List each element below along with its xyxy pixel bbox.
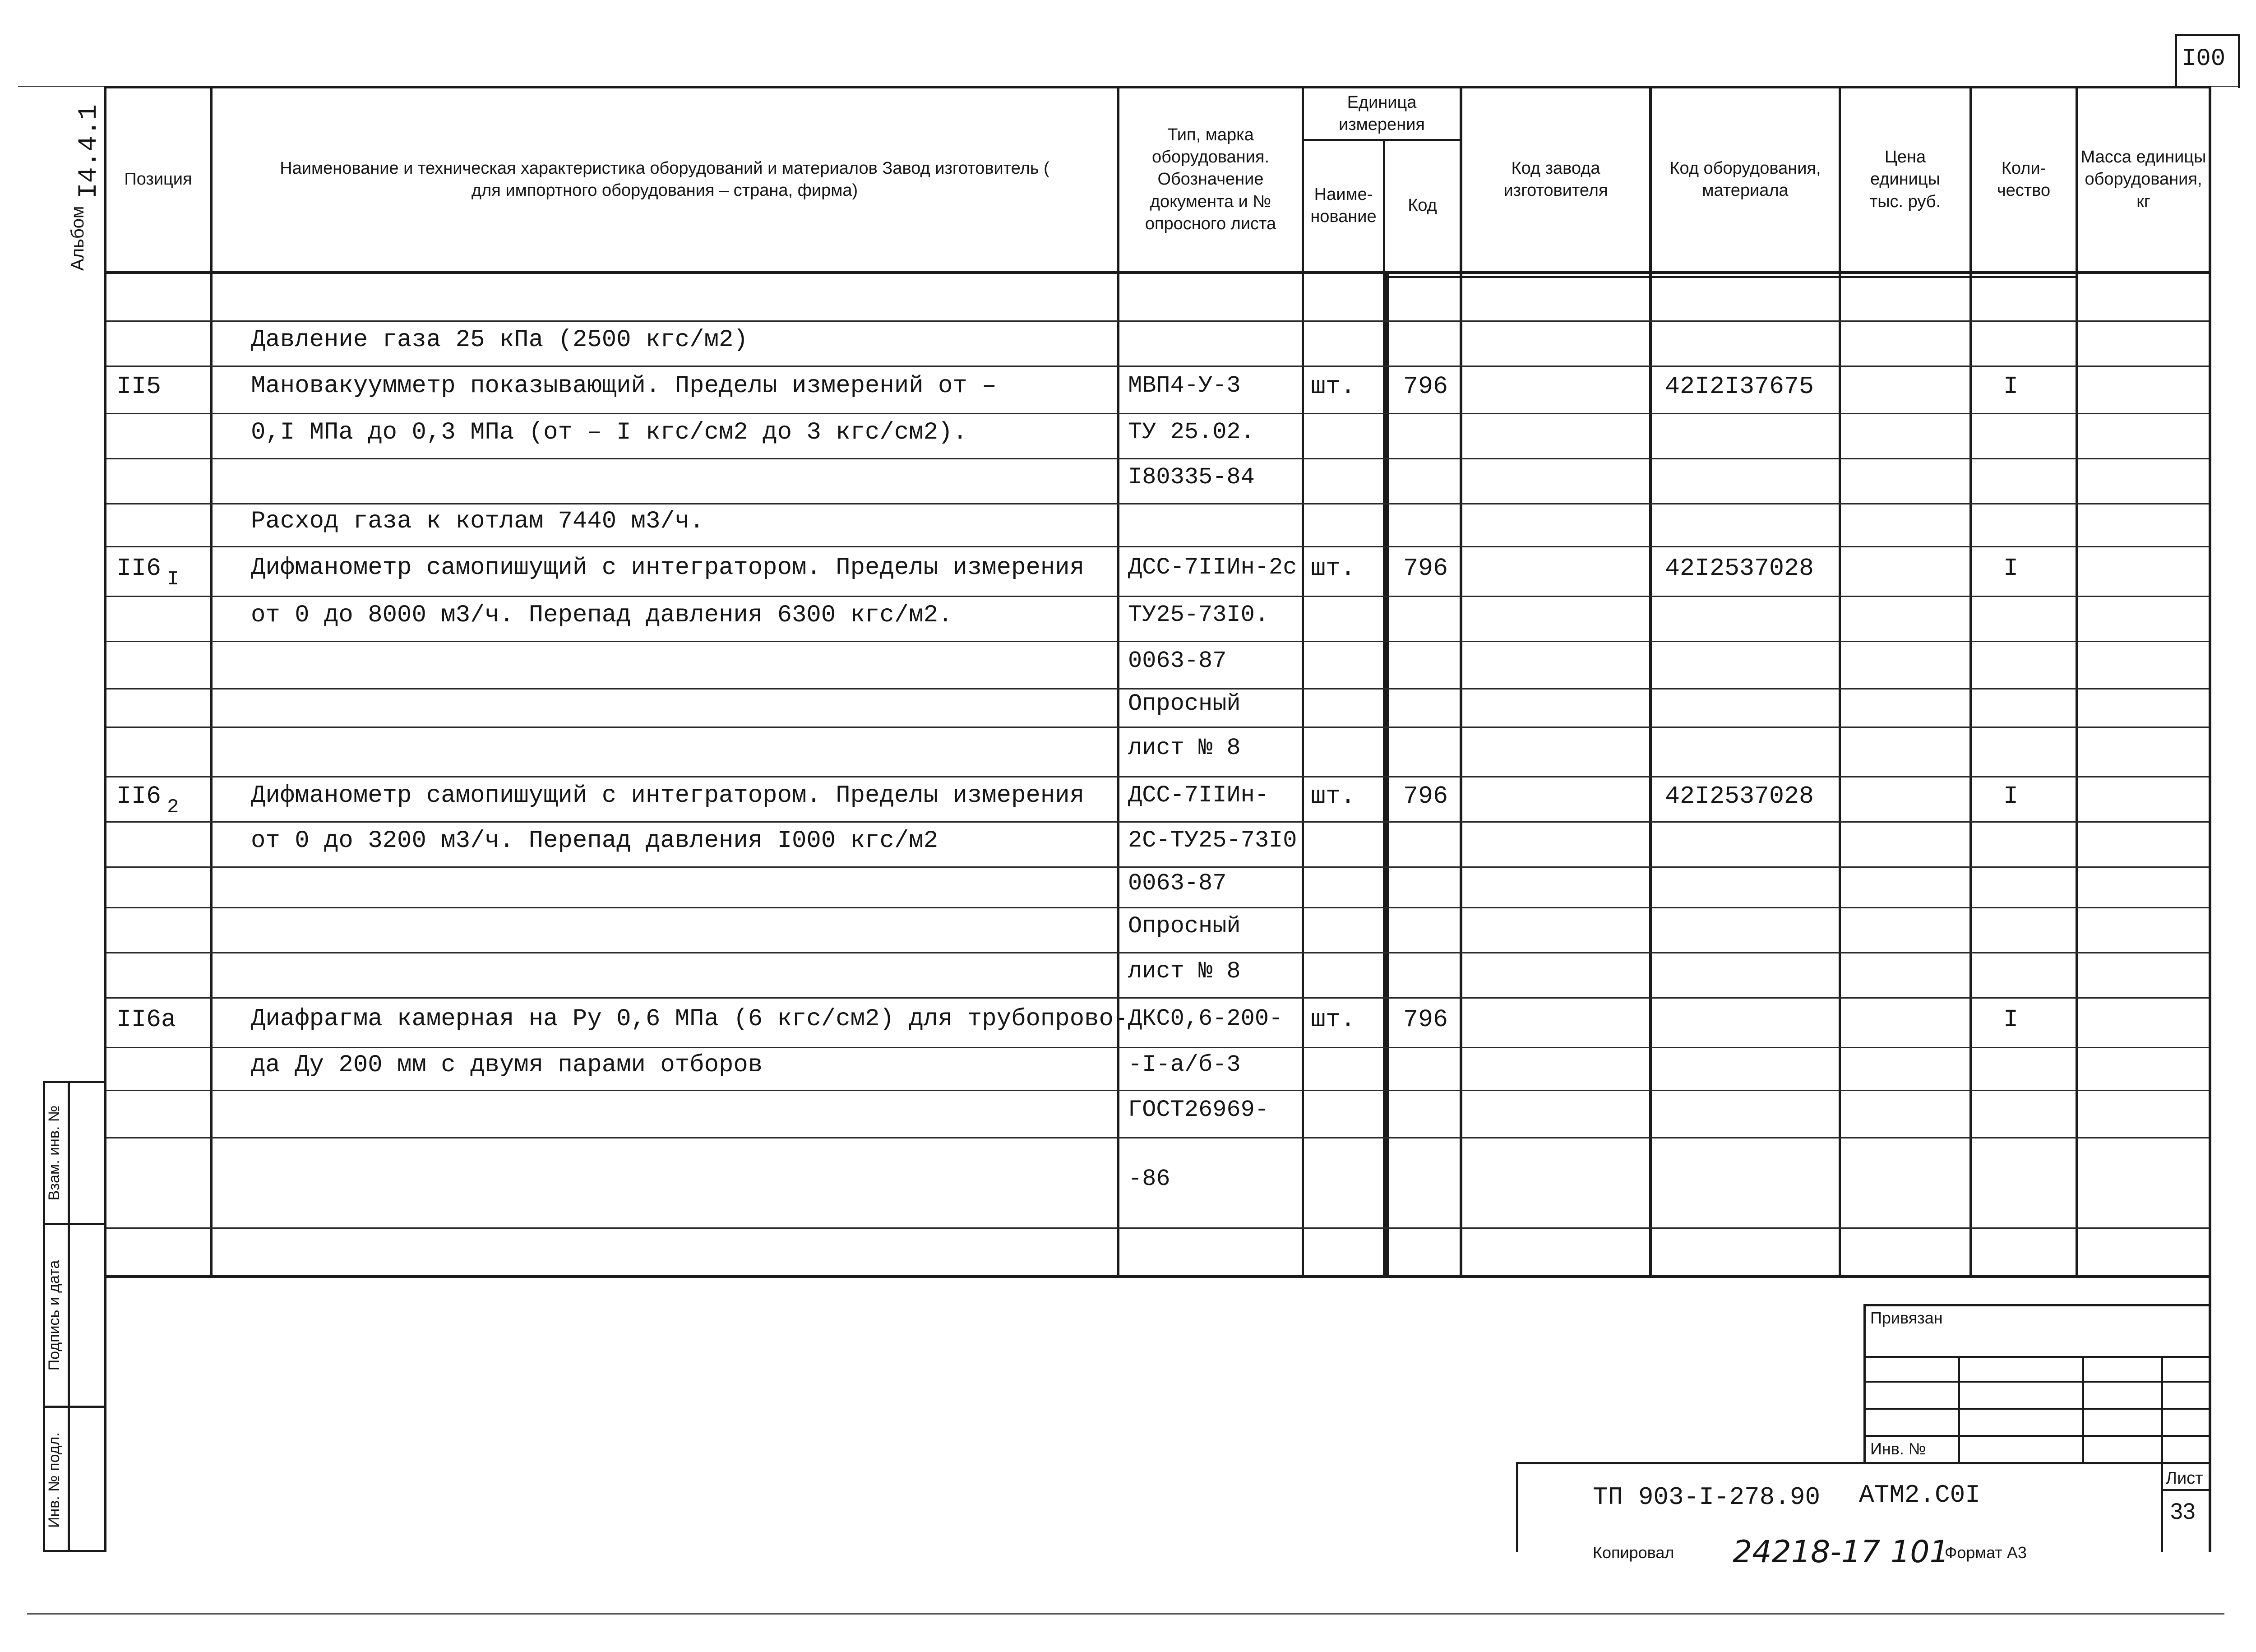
stamp-doc-number: ТП 903-I-278.90 [1593,1483,1821,1512]
cell-pos-subscript: 2 [167,796,179,819]
cell-name: от 0 до 3200 м3/ч. Перепад давления I000 кгс/м2 [251,827,938,855]
row-divider [106,907,2209,908]
cell-type: ГОСТ26969- [1128,1097,1269,1123]
row-divider [106,952,2209,953]
cell-pos: II6 [116,782,162,810]
cell-name: Дифманометр самопишущий с интегратором. Пределы измерения [251,554,1085,582]
cell-code: 796 [1403,372,1448,401]
cell-pos-subscript: I [167,568,179,591]
cell-type: -I-а/б-3 [1128,1051,1241,1078]
row-divider [106,821,2209,823]
footer-handwritten-copy: 101 [1891,1534,1949,1570]
stamp-inv-no: Инв. № [1870,1439,1926,1458]
cell-pos: II5 [116,372,162,401]
cell-unit: шт. [1311,372,1356,401]
footer-handwritten-number: 24218-17 [1733,1534,1881,1570]
row-divider [106,596,2209,597]
cell-qty: I [2003,554,2019,583]
cell-qty: I [2003,372,2019,401]
header-qty: Коли- чество [1997,158,2051,200]
row-divider [106,458,2209,459]
cell-type: Опросный [1128,912,1241,939]
cell-type: I80335-84 [1128,463,1255,491]
cell-name: Диафрагма камерная на Ру 0,6 МПа (6 кгс/см2) для трубопрово- [251,1005,1128,1033]
row-divider [106,320,2209,322]
cell-name: от 0 до 8000 м3/ч. Перепад давления 6300 кгс/м2. [251,601,953,629]
row-divider [106,727,2209,728]
row-divider [106,641,2209,642]
side-stamp-podpis: Подпись и дата [45,1260,63,1371]
row-divider [106,546,2209,547]
cell-type: ТУ 25.02. [1128,418,1255,445]
cell-qty: I [2003,1005,2019,1034]
cell-type: 2С-ТУ25-73I0 [1128,827,1297,854]
album-label: Альбом [68,206,88,271]
cell-code: 796 [1403,554,1448,583]
cell-name: Давление газа 25 кПа (2500 кгс/м2) [251,326,748,354]
sheet-corner-number: I00 [2182,45,2226,73]
side-stamp-inv-podl: Инв. № подл. [45,1432,63,1528]
header-equip-code: Код оборудования, материала [1669,158,1821,200]
header-unit-name: Наиме- нование [1310,185,1377,226]
row-divider [106,776,2209,777]
cell-type: 0063-87 [1128,870,1227,897]
cell-name: Расход газа к котлам 7440 м3/ч. [251,508,704,535]
row-divider [106,503,2209,504]
cell-type: лист № 8 [1128,734,1241,761]
album-number: I4.4.1 [74,104,104,199]
row-divider [106,1047,2209,1048]
footer-copied: Копировал [1593,1543,1674,1562]
cell-type: ДКС0,6-200- [1128,1005,1283,1032]
cell-equip: 42I2537028 [1665,782,1814,810]
header-mass: Масса единицы оборудования, кг [2080,147,2206,211]
cell-pos: II6 [116,554,162,583]
cell-code: 796 [1403,782,1448,810]
cell-type: ТУ25-73I0. [1128,601,1269,628]
cell-name: Мановакуумметр показывающий. Пределы измерений от – [251,372,997,400]
header-price: Цена единицы тыс. руб. [1869,147,1941,211]
cell-equip: 42I2I37675 [1665,372,1814,401]
cell-equip: 42I2537028 [1665,554,1814,583]
stamp-doc-code: АТМ2.С0I [1859,1481,1980,1509]
cell-type: ДСС-7IIИн- [1128,782,1269,809]
row-divider [106,866,2209,868]
header-name: Наименование и техническая характеристика оборудований и материалов Завод изготовитель ( для импортного оборудования – страна, фирма) [280,158,1049,200]
header-type: Тип, марка оборудования. Обозначение документа и № опросного листа [1145,125,1276,234]
row-divider [106,688,2209,689]
row-divider [106,413,2209,414]
cell-type: Опросный [1128,690,1241,717]
header-position: Позиция [124,170,192,189]
row-divider [106,366,2209,367]
header-plant-code: Код завода изготовителя [1503,158,1608,200]
cell-name: Дифманометр самопишущий с интегратором. Пределы измерения [251,782,1085,810]
cell-type: лист № 8 [1128,958,1241,985]
header-unit-code: Код [1408,196,1437,215]
cell-name: да Ду 200 мм с двумя парами отборов [251,1051,763,1079]
cell-unit: шт. [1311,782,1356,810]
stamp-sheet-label: Лист [2166,1469,2203,1488]
cell-type: ДСС-7IIИн-2с [1128,554,1297,581]
footer-format: Формат А3 [1945,1543,2027,1562]
cell-name: 0,I МПа до 0,3 МПа (от – I кгс/см2 до 3 кгс/см2). [251,418,967,446]
cell-code: 796 [1403,1005,1448,1034]
row-divider [106,1137,2209,1138]
stamp-sheet-number: 33 [2170,1499,2196,1524]
cell-type: -86 [1128,1165,1170,1192]
row-divider [106,997,2209,999]
cell-qty: I [2003,782,2019,810]
row-divider [106,1090,2209,1091]
stamp-privyazan: Привязан [1870,1309,1943,1327]
side-stamp-vzam: Взам. инв. № [45,1105,63,1201]
row-divider [106,1227,2209,1229]
cell-type: 0063-87 [1128,648,1227,674]
cell-type: МВП4-У-3 [1128,372,1241,399]
cell-pos: II6а [116,1005,176,1034]
header-unit-group: Единица измерения [1339,93,1425,134]
cell-unit: шт. [1311,1005,1356,1034]
cell-unit: шт. [1311,554,1356,583]
